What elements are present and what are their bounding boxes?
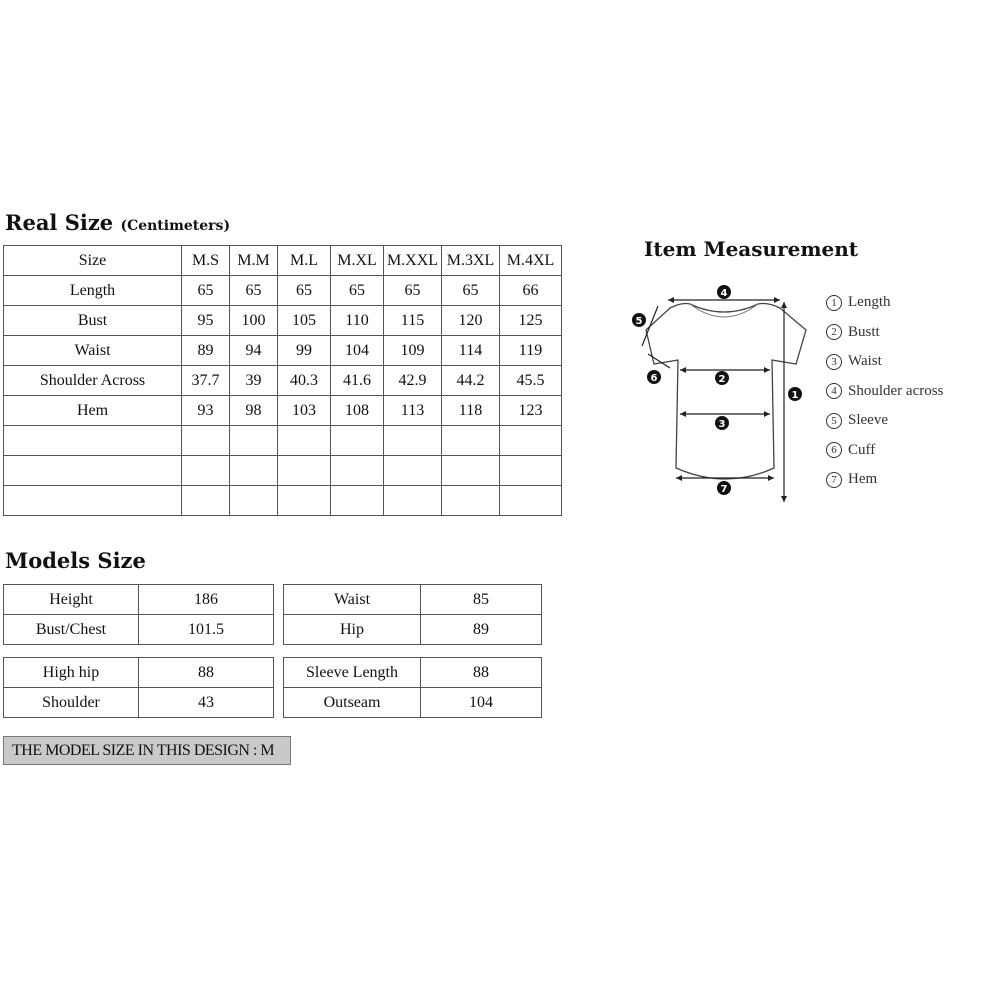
svg-text:3: 3 [718, 419, 726, 430]
model-table-1 [3, 584, 274, 645]
model-row [4, 585, 274, 615]
model-row [284, 585, 542, 615]
diagram-mark-3 [715, 416, 729, 430]
value-cell [442, 486, 500, 516]
model-label-cell: Hip [284, 615, 421, 645]
real-size-title-text: Real Size [5, 210, 114, 235]
value-cell [384, 456, 442, 486]
diagram-mark-6 [647, 370, 661, 384]
svg-text:4: 4 [720, 288, 728, 299]
svg-text:1: 1 [791, 390, 799, 401]
model-row [284, 658, 542, 688]
value-cell [182, 456, 230, 486]
value-cell [278, 426, 331, 456]
value-cell: 114 [442, 336, 500, 366]
legend-item [826, 318, 943, 348]
legend-number: 5 [826, 413, 842, 429]
header-cell: M.XXL [384, 246, 442, 276]
diagram-mark-2 [715, 371, 729, 385]
item-measurement-title: Item Measurement [644, 237, 858, 261]
model-label-cell: High hip [4, 658, 139, 688]
value-cell: 65 [442, 276, 500, 306]
tshirt-measurement-diagram [628, 280, 818, 510]
legend-item [826, 288, 943, 318]
model-value-cell: 101.5 [139, 615, 274, 645]
value-cell [278, 456, 331, 486]
value-cell: 95 [182, 306, 230, 336]
model-value-cell: 104 [421, 688, 542, 718]
value-cell [500, 486, 562, 516]
header-cell: M.3XL [442, 246, 500, 276]
legend-item [826, 347, 943, 377]
value-cell: 123 [500, 396, 562, 426]
measure-label-cell: Bust [4, 306, 182, 336]
value-cell: 40.3 [278, 366, 331, 396]
value-cell: 105 [278, 306, 331, 336]
real-size-row [4, 486, 562, 516]
legend-label: Sleeve [848, 412, 888, 429]
header-cell: M.S [182, 246, 230, 276]
model-label-cell: Sleeve Length [284, 658, 421, 688]
value-cell: 65 [331, 276, 384, 306]
value-cell [230, 426, 278, 456]
legend-label: Hem [848, 471, 878, 488]
value-cell: 120 [442, 306, 500, 336]
value-cell [278, 486, 331, 516]
value-cell: 109 [384, 336, 442, 366]
value-cell: 99 [278, 336, 331, 366]
value-cell: 41.6 [331, 366, 384, 396]
value-cell: 98 [230, 396, 278, 426]
value-cell [182, 486, 230, 516]
real-size-unit: (Centimeters) [120, 218, 231, 234]
real-size-row [4, 276, 562, 306]
legend-item [826, 436, 943, 466]
model-label-cell: Waist [284, 585, 421, 615]
legend-label: Length [848, 294, 891, 311]
value-cell: 110 [331, 306, 384, 336]
legend-number: 6 [826, 442, 842, 458]
real-size-row [4, 396, 562, 426]
legend-label: Waist [848, 353, 882, 370]
real-size-header-row [4, 246, 562, 276]
tshirt-outline [646, 304, 806, 480]
value-cell: 94 [230, 336, 278, 366]
value-cell: 108 [331, 396, 384, 426]
value-cell: 65 [384, 276, 442, 306]
header-cell: Size [4, 246, 182, 276]
value-cell [230, 486, 278, 516]
measure-label-cell [4, 426, 182, 456]
model-label-cell: Shoulder [4, 688, 139, 718]
measure-label-cell [4, 486, 182, 516]
model-table-4 [283, 657, 542, 718]
value-cell: 125 [500, 306, 562, 336]
header-cell: M.4XL [500, 246, 562, 276]
measure-label-cell: Waist [4, 336, 182, 366]
model-label-cell: Outseam [284, 688, 421, 718]
measure-label-cell [4, 456, 182, 486]
value-cell: 42.9 [384, 366, 442, 396]
value-cell: 104 [331, 336, 384, 366]
value-cell: 66 [500, 276, 562, 306]
value-cell: 118 [442, 396, 500, 426]
models-size-title: Models Size [5, 548, 146, 573]
model-label-cell: Height [4, 585, 139, 615]
value-cell: 65 [230, 276, 278, 306]
value-cell [500, 426, 562, 456]
value-cell [331, 486, 384, 516]
model-label-cell: Bust/Chest [4, 615, 139, 645]
legend-item [826, 377, 943, 407]
model-row [4, 658, 274, 688]
svg-text:2: 2 [718, 374, 726, 385]
value-cell [331, 426, 384, 456]
model-value-cell: 85 [421, 585, 542, 615]
model-value-cell: 89 [421, 615, 542, 645]
measure-label-cell: Shoulder Across [4, 366, 182, 396]
value-cell: 39 [230, 366, 278, 396]
value-cell [442, 456, 500, 486]
legend-number: 1 [826, 295, 842, 311]
value-cell [230, 456, 278, 486]
measure-label-cell: Length [4, 276, 182, 306]
value-cell: 65 [278, 276, 331, 306]
value-cell: 89 [182, 336, 230, 366]
model-row [284, 615, 542, 645]
svg-text:5: 5 [635, 316, 643, 327]
model-row [4, 615, 274, 645]
legend-number: 4 [826, 383, 842, 399]
value-cell: 44.2 [442, 366, 500, 396]
value-cell [331, 456, 384, 486]
value-cell: 45.5 [500, 366, 562, 396]
value-cell: 119 [500, 336, 562, 366]
diagram-mark-4 [717, 285, 731, 299]
diagram-mark-1 [788, 387, 802, 401]
value-cell [384, 426, 442, 456]
model-row [4, 688, 274, 718]
header-cell: M.L [278, 246, 331, 276]
diagram-mark-7 [717, 481, 731, 495]
model-value-cell: 43 [139, 688, 274, 718]
real-size-row [4, 306, 562, 336]
model-row [284, 688, 542, 718]
model-value-cell: 88 [139, 658, 274, 688]
legend-number: 3 [826, 354, 842, 370]
value-cell: 113 [384, 396, 442, 426]
legend-item [826, 465, 943, 495]
real-size-row [4, 426, 562, 456]
value-cell: 65 [182, 276, 230, 306]
legend-item [826, 406, 943, 436]
value-cell: 115 [384, 306, 442, 336]
model-value-cell: 88 [421, 658, 542, 688]
model-size-note: THE MODEL SIZE IN THIS DESIGN : M [3, 736, 291, 765]
measurement-legend [826, 288, 943, 495]
model-table-2 [283, 584, 542, 645]
real-size-title [5, 210, 230, 235]
legend-number: 7 [826, 472, 842, 488]
value-cell: 103 [278, 396, 331, 426]
legend-number: 2 [826, 324, 842, 340]
value-cell [384, 486, 442, 516]
value-cell: 100 [230, 306, 278, 336]
value-cell [500, 456, 562, 486]
value-cell [442, 426, 500, 456]
value-cell [182, 426, 230, 456]
legend-label: Shoulder across [848, 382, 944, 399]
value-cell: 37.7 [182, 366, 230, 396]
measure-label-cell: Hem [4, 396, 182, 426]
real-size-row [4, 456, 562, 486]
value-cell: 93 [182, 396, 230, 426]
real-size-table [3, 245, 562, 516]
legend-label: Cuff [848, 441, 876, 458]
legend-label: Bustt [848, 323, 880, 340]
model-value-cell: 186 [139, 585, 274, 615]
svg-text:6: 6 [650, 373, 658, 384]
header-cell: M.XL [331, 246, 384, 276]
real-size-row [4, 366, 562, 396]
model-table-3 [3, 657, 274, 718]
real-size-row [4, 336, 562, 366]
diagram-mark-5 [632, 313, 646, 327]
header-cell: M.M [230, 246, 278, 276]
svg-text:7: 7 [720, 484, 728, 495]
